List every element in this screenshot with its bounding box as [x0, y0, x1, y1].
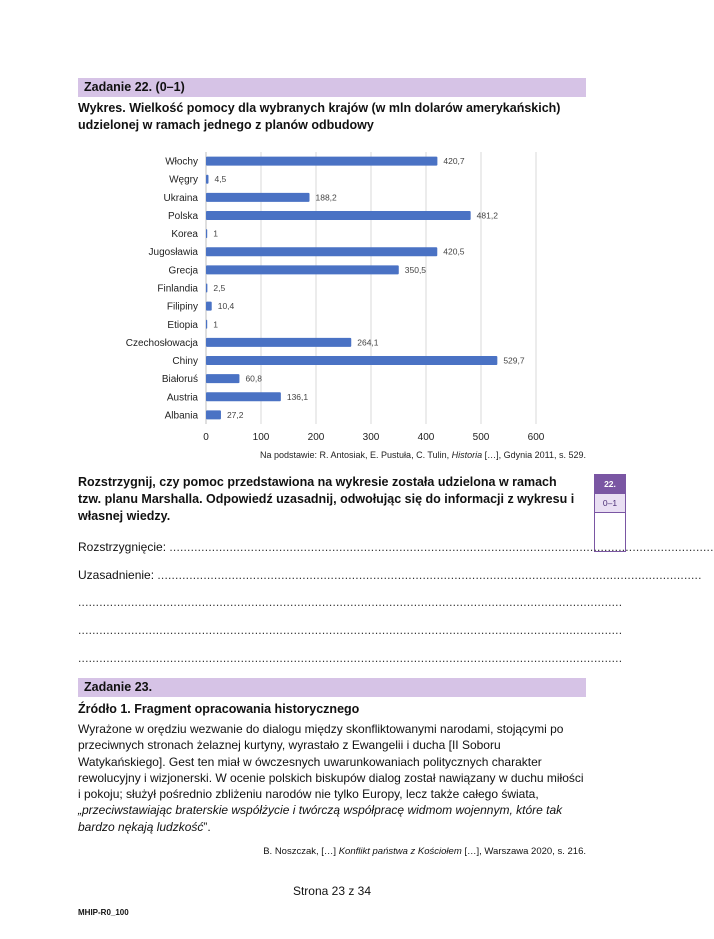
- data-label: 481,2: [476, 210, 498, 221]
- category-label: Polska: [167, 210, 198, 222]
- bar: [206, 356, 497, 365]
- bar: [206, 265, 399, 274]
- data-label: 136,1: [286, 391, 309, 402]
- bar-chart: [78, 148, 558, 448]
- bar: [206, 392, 281, 401]
- x-tick-label: 500: [472, 432, 490, 443]
- data-label: 60,8: [245, 373, 262, 384]
- task-22-question: Rozstrzygnij, czy pomoc przedstawiona na wykresie została udzielona w ramach tzw. planu Marshalla. Odpowiedź uzasadnij, odwołując się do informacji z wykresu i własnej wiedzy.: [78, 475, 575, 523]
- score-task-number: 22.: [595, 475, 625, 493]
- bar: [206, 284, 207, 293]
- score-points: 0–1: [595, 493, 625, 512]
- justification-line[interactable]: Uzasadnienie: ..........................................................................................................................................................: [78, 568, 702, 582]
- bar: [206, 410, 221, 419]
- category-label: Albania: [164, 410, 198, 422]
- data-label: 4,5: [214, 174, 227, 185]
- x-tick-label: 200: [307, 432, 325, 443]
- data-label: 264,1: [357, 337, 379, 348]
- category-label: Jugosławia: [148, 247, 198, 259]
- category-label: Austria: [166, 392, 198, 404]
- category-label: Etiopia: [167, 319, 198, 331]
- bar: [206, 229, 207, 238]
- answer-line[interactable]: ..........................................................................................................................................................: [78, 623, 623, 637]
- bar: [206, 247, 437, 256]
- x-tick-label: 600: [527, 432, 545, 443]
- source-title: Źródło 1. Fragment opracowania historycznego: [78, 702, 360, 716]
- data-label: 420,5: [443, 246, 465, 257]
- category-label: Finlandia: [157, 283, 198, 295]
- bar: [206, 175, 208, 184]
- data-label: 1: [213, 228, 218, 239]
- bar: [206, 320, 207, 329]
- bar: [206, 338, 351, 347]
- exam-code: MHIP-R0_100: [78, 908, 129, 917]
- category-label: Korea: [171, 229, 198, 241]
- category-label: Węgry: [169, 174, 198, 186]
- data-label: 420,7: [443, 156, 465, 167]
- category-label: Białoruś: [161, 374, 198, 386]
- bar: [206, 374, 239, 383]
- x-tick-label: 100: [252, 432, 270, 443]
- data-label: 1: [213, 319, 218, 330]
- data-label: 350,5: [404, 264, 427, 275]
- x-tick-label: 300: [362, 432, 380, 443]
- chart-source: Na podstawie: R. Antosiak, E. Pustuła, C. Tulin, Historia […], Gdynia 2011, s. 529.: [259, 450, 586, 460]
- category-label: Włochy: [165, 156, 198, 168]
- chart-title: Wykres. Wielkość pomocy dla wybranych krajów (w mln dolarów amerykańskich) udzielonej w ramach jednego z planów odbudowy: [78, 101, 561, 132]
- bar: [206, 157, 437, 166]
- data-label: 188,2: [315, 192, 337, 203]
- category-label: Filipiny: [166, 301, 198, 313]
- category-label: Ukraina: [163, 192, 198, 204]
- category-label: Grecja: [168, 265, 198, 277]
- data-label: 2,5: [213, 283, 226, 293]
- data-label: 27,2: [226, 409, 244, 420]
- category-label: Czechosłowacja: [125, 337, 198, 349]
- category-label: Chiny: [172, 356, 198, 368]
- bar: [206, 193, 310, 202]
- source-text: Wyrażone w orędziu wezwanie do dialogu między skonfliktowanymi narodami, stojącymi po przeciwnych stronach żelaznej kurtyny, wyrastało z Ewangelii i ducha [II Soboru Watykańskiego]. Gest ten miał w ówczesnych uwarunkowaniach politycznych charakter rewolucyjny i wizjonerski. W ocenie polskich biskupów dialog został nawiązany w duchu miłości i pokoju; służył pośrednio zbliżeniu narodów nie tylko Europy, lecz także całego świata, „przeciwstawiając braterskie współżycie i twórczą współpracę widmom wojennym, które tak bardzo nękają ludzkość”.: [78, 722, 584, 834]
- answer-line[interactable]: ..........................................................................................................................................................: [78, 595, 623, 609]
- source-citation: B. Noszczak, […] Konflikt państwa z Kościołem […], Warszawa 2020, s. 216.: [263, 846, 586, 857]
- bar: [206, 211, 471, 220]
- decision-line[interactable]: Rozstrzygnięcie: ..........................................................................................................................................................: [78, 540, 714, 554]
- x-tick-label: 0: [203, 432, 209, 443]
- x-tick-label: 400: [417, 432, 435, 443]
- data-label: 529,7: [503, 355, 525, 366]
- page-number: Strona 23 z 34: [292, 884, 372, 898]
- bar: [206, 302, 212, 311]
- data-label: 10,4: [217, 301, 235, 312]
- task-23-header: Zadanie 23.: [78, 678, 586, 697]
- task-22-header: Zadanie 22. (0–1): [78, 78, 586, 97]
- answer-line[interactable]: ..........................................................................................................................................................: [78, 651, 623, 665]
